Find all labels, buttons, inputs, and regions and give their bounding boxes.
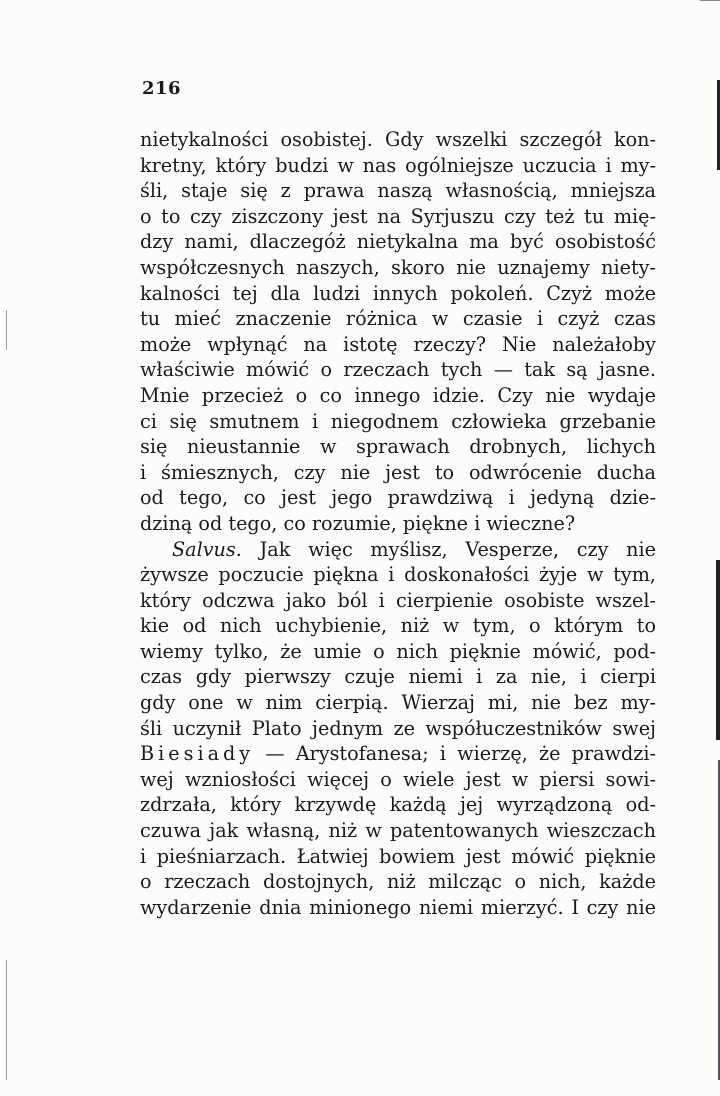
text-fragment: — Arystofanesa; i wierzę, że prawdzi- (265, 742, 656, 766)
text-line: kalności tej dla ludzi innych pokoleń. Czyż może (140, 281, 656, 305)
text-line: może wpłynąć na istotę rzeczy? Nie należałoby (140, 332, 656, 356)
spaced-title: Biesiady (140, 742, 255, 766)
scan-edge-right (716, 560, 720, 740)
text-line: od tego, co jest jego prawdziwą i jedyną dzie- (140, 486, 656, 510)
text-line: gdy one w nim cierpią. Wierzaj mi, nie bez my- (140, 691, 656, 715)
text-line: żywsze poczucie piękna i doskonałości żyje w tym, (140, 563, 656, 587)
text-line: Mnie przecież o co innego idzie. Czy nie wydaje (140, 383, 656, 407)
text-line: kretny, który budzi w nas ogólniejsze uczucia i my- (140, 153, 656, 177)
text-line: wej wzniosłości więcej o wiele jest w piersi sowi- (140, 767, 656, 791)
speaker-name: Salvus. (172, 537, 242, 561)
text-fragment: Jak więc myślisz, Vesperze, czy nie (259, 537, 656, 561)
text-line: kie od nich uchybienie, niż w tym, o którym to (140, 614, 656, 638)
text-line: tu mieć znaczenie różnica w czasie i czyż czas (140, 307, 656, 331)
text-line: o rzeczach dostojnych, niż milcząc o nich, każde (140, 870, 656, 894)
scan-edge-left (6, 960, 7, 1080)
text-line: się nieustannie w sprawach drobnych, lichych (140, 435, 656, 459)
text-line: zdrzała, który krzywdę każdą jej wyrządzoną od- (140, 793, 656, 817)
text-line: i śmiesznych, czy nie jest to odwrócenie ducha (140, 460, 656, 484)
text-line: wiemy tylko, że umie o nich pięknie mówić, pod- (140, 639, 656, 663)
text-line (140, 741, 656, 767)
text-line: śli uczynił Plato jednym ze współuczestników swej (140, 716, 656, 740)
text-line: wydarzenie dnia minionego niemi mierzyć. I czy nie (140, 895, 656, 919)
text-line: ci się smutnem i niegodnem człowieka grzebanie (140, 409, 656, 433)
text-line: czuwa jak własną, niż w patentowanych wieszczach (140, 819, 656, 843)
text-line: czas gdy pierwszy czuje niemi i za nie, i cierpi (140, 665, 656, 689)
scan-edge-left (6, 310, 7, 350)
page-number: 216 (142, 78, 182, 99)
scan-edge-mark (700, 0, 720, 1)
text-line: współczesnych naszych, skoro nie uznajemy niety- (140, 255, 656, 279)
text-line: o to czy ziszczony jest na Syrjuszu czy też tu mię- (140, 204, 656, 228)
text-line (140, 537, 656, 563)
text-line: nietykalności osobistej. Gdy wszelki szczegół kon- (140, 128, 656, 151)
body-text (140, 127, 656, 920)
text-line: dziną od tego, co rozumie, piękne i wieczne? (140, 511, 576, 535)
text-line: i pieśniarzach. Łatwiej bowiem jest mówić pięknie (140, 844, 656, 868)
text-line: właściwie mówić o rzeczach tych — tak są jasne. (140, 358, 656, 382)
text-line: dzy nami, dlaczegóż nietykalna ma być osobistość (140, 230, 656, 254)
text-line: który odczwa jako ból i cierpienie osobiste wszel- (140, 588, 656, 612)
text-line: śli, staje się z prawa naszą własnością, mniejsza (140, 179, 656, 203)
